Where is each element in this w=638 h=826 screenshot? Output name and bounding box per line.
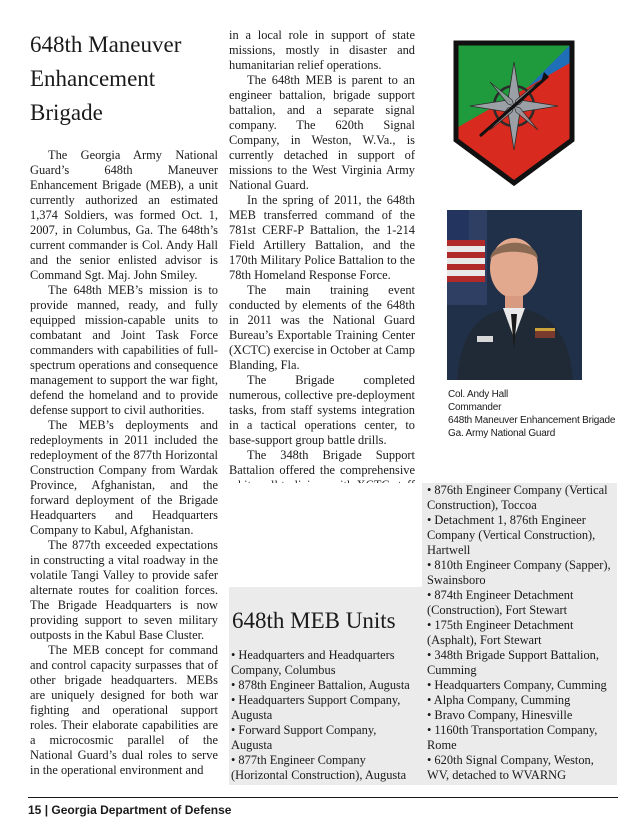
unit-item: • Bravo Company, Hinesville xyxy=(427,708,573,722)
commander-portrait xyxy=(447,210,582,380)
unit-item: • Headquarters Company, Cumming xyxy=(427,678,607,692)
unit-item: • Detachment 1, 876th Engineer Company (Vertical Construction), Hartwell xyxy=(427,513,596,557)
page-number: 15 xyxy=(28,803,42,817)
unit-item: • 175th Engineer Detachment (Asphalt), Fort Stewart xyxy=(427,618,574,647)
body-paragraph: in a local role in support of state missions, mostly in disaster and humanitarian relief operations. xyxy=(229,28,415,72)
caption-org: Ga. Army National Guard xyxy=(448,428,556,439)
title-line: 648th Maneuver xyxy=(30,32,182,57)
units-list-left xyxy=(231,648,417,783)
unit-item: • 810th Engineer Company (Sapper), Swainsboro xyxy=(427,558,611,587)
caption-name: Col. Andy Hall xyxy=(448,389,509,400)
unit-item: • Forward Support Company, Augusta xyxy=(231,723,377,752)
units-list-right xyxy=(427,483,615,783)
body-paragraph: The main training event conducted by elements of the 648th in 2011 was the National Guard Bureau’s Exportable Training Center (XCTC) exercise in October at Camp Blanding, Fla. xyxy=(229,283,415,372)
unit-item: • 877th Engineer Company (Horizontal Construction), Augusta xyxy=(231,753,407,782)
unit-item: • 348th Brigade Support Battalion, Cumming xyxy=(427,648,599,677)
body-paragraph: The Brigade completed numerous, collective pre-deployment tasks, from staff systems integration in a tactical operations center, to base-support group battle drills. xyxy=(229,373,415,447)
brigade-insignia-icon xyxy=(453,40,575,186)
caption-unit: 648th Maneuver Enhancement Brigade xyxy=(448,415,616,426)
body-paragraph: The MEB’s deployments and redeployments in 2011 included the redeployment of the 877th Horizontal Construction Company from Wardak Province, Afghanistan, and the forward deployment of the Brigade Headquarters and Headquarters Company to Kabul, Afghanistan. xyxy=(30,418,218,537)
title-line: Brigade xyxy=(30,100,103,125)
body-paragraph: The 648th MEB’s mission is to provide manned, ready, and fully equipped mission-capable units to combatant and Joint Task Force commanders with capabilities of full-spectrum operations and consequence management to support the war fight, defend the homeland and to provide defense support to civil authorities. xyxy=(30,283,218,417)
body-paragraph: The MEB concept for command and control capacity surpasses that of other brigade headquarters. MEBs are uniquely designed for both war fighting and operational support roles. Their elaborate capabilities are a microcosmic parallel of the National Guard’s dual roles to serve in the operational environment and xyxy=(30,643,218,777)
body-paragraph: The Georgia Army National Guard’s 648th Maneuver Enhancement Brigade (MEB), a unit currently authorized an estimated 1,374 Soldiers, was formed Oct. 1, 2007, in Columbus, Ga. The 648th’s current commander is Col. Andy Hall and the senior enlisted advisor is Command Sgt. Maj. John Smiley. xyxy=(30,148,218,282)
page-footer xyxy=(28,803,231,817)
article-title xyxy=(30,28,218,130)
article-column-1 xyxy=(30,28,218,778)
title-line: Enhancement xyxy=(30,66,156,91)
units-box-notch xyxy=(229,483,422,587)
units-title: 648th MEB Units xyxy=(232,608,396,633)
body-paragraph: The 348th Brigade Support Battalion offered the comprehensive xyxy=(229,448,415,477)
unit-item: • 878th Engineer Battalion, Augusta xyxy=(231,678,410,692)
body-paragraph: The 648th MEB is parent to an engineer battalion, brigade support battalion, and a separate signal company. The 620th Signal Company, in Weston, W.Va., is currently detached in support of missions to the West Virginia Army National Guard. xyxy=(229,73,415,192)
article-column-2 xyxy=(229,28,415,553)
footer-rule xyxy=(28,797,618,798)
publication-name: Georgia Department of Defense xyxy=(51,803,232,817)
body-paragraph: The 877th exceeded expectations in constructing a vital roadway in the volatile Tangi Valley to provide safer alternate routes for coalition forces. The Brigade Headquarters is now providing support to seven military outposts in the Kabul Base Cluster. xyxy=(30,538,218,642)
unit-item: • Alpha Company, Cumming xyxy=(427,693,571,707)
unit-item: • 620th Signal Company, Weston, WV, detached to WVARNG xyxy=(427,753,594,782)
unit-item: • Headquarters Support Company, Augusta xyxy=(231,693,401,722)
body-paragraph: In the spring of 2011, the 648th MEB transferred command of the 781st CERF-P Battalion, the 1-214 Field Artillery Battalion, and the 170th Military Police Battalion to the 78th Homeland Response Force. xyxy=(229,193,415,282)
unit-item: • 1160th Transportation Company, Rome xyxy=(427,723,598,752)
unit-item: • 874th Engineer Detachment (Construction), Fort Stewart xyxy=(427,588,574,617)
unit-item: • Headquarters and Headquarters Company, Columbus xyxy=(231,648,395,677)
unit-item: • 876th Engineer Company (Vertical Construction), Toccoa xyxy=(427,483,608,512)
footer-separator: | xyxy=(44,803,49,817)
caption-role: Commander xyxy=(448,402,502,413)
